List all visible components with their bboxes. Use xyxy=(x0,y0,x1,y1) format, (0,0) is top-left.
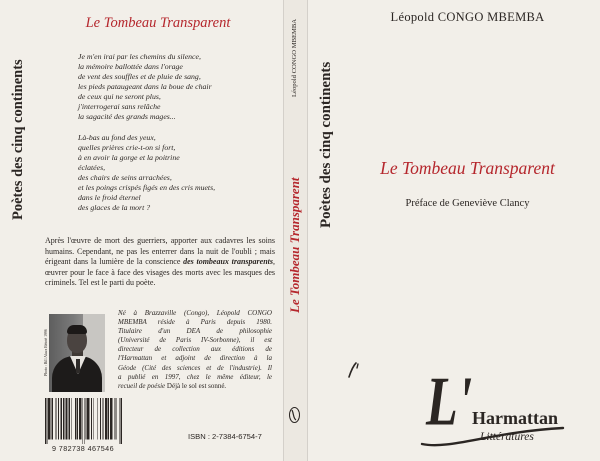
barcode-bar xyxy=(58,398,59,439)
back-blurb xyxy=(45,236,275,289)
barcode-bar xyxy=(75,398,76,439)
bio-line: MBEMBA réside à Paris depuis 1980. xyxy=(118,318,272,327)
barcode-bar xyxy=(87,398,88,439)
photo-tie xyxy=(76,359,80,373)
barcode-bar xyxy=(64,398,65,439)
barcode-bar xyxy=(66,398,67,439)
barcode xyxy=(45,398,122,444)
barcode-bar xyxy=(77,398,78,439)
barcode-bar xyxy=(120,398,121,444)
barcode-bar xyxy=(114,398,115,439)
barcode-bar xyxy=(88,398,89,439)
poem-line: de vent des souffles et de pluie de sang, xyxy=(78,72,201,81)
front-author: Léopold CONGO MBEMBA xyxy=(390,10,545,24)
barcode-bar xyxy=(47,398,48,444)
barcode-bar xyxy=(111,398,112,439)
bio-text: . xyxy=(224,381,227,390)
poem-line: et les poings crispés figés en des cris muets, xyxy=(78,183,216,192)
barcode-bar xyxy=(103,398,104,439)
bio-line: Titulaire d'un DEA de philosophie xyxy=(118,327,272,336)
barcode-number: 9 782738 467546 xyxy=(52,444,114,453)
front-preface: Préface de Geneviève Clancy xyxy=(405,198,530,209)
bio-line: Géode (Cité des sciences et de l'industrie). Il xyxy=(118,363,272,372)
front-series-title: Poètes des cinq continents xyxy=(318,61,334,228)
barcode-bar xyxy=(80,398,81,439)
barcode-bar xyxy=(71,398,72,439)
barcode-bar xyxy=(84,398,85,444)
barcode-bar xyxy=(63,398,64,439)
barcode-bar xyxy=(79,398,80,439)
bio-book-title: Déjà le sol est sonné xyxy=(166,381,225,390)
barcode-bar xyxy=(93,398,94,439)
poem-line: quelles prières crie-t-on si fort, xyxy=(78,143,176,152)
publisher-logo-prefix: L' xyxy=(426,363,473,441)
bio-line: Né à Brazzaville (Congo), Léopold CONGO xyxy=(118,309,272,317)
poem-line: les pieds pataugeant dans la boue de chair xyxy=(78,82,212,91)
blurb-text: , œuvrer pour le face à face des visages des morts avec les masques des criminels. Tel est le parti du poète. xyxy=(45,257,275,288)
barcode-bar xyxy=(69,398,70,439)
photo-hair xyxy=(67,325,87,334)
barcode-bar xyxy=(65,398,66,439)
barcode-bar xyxy=(81,398,82,439)
poem-line: des chairs de seins arrachées, xyxy=(78,173,172,182)
back-series-title: Poètes des cinq continents xyxy=(10,59,26,220)
back-book-title: Le Tombeau Transparent xyxy=(85,15,231,31)
poem-stanza xyxy=(78,133,278,213)
barcode-bar xyxy=(111,398,112,439)
bio-line xyxy=(118,382,272,391)
barcode-bar xyxy=(51,398,52,439)
barcode-bar xyxy=(91,398,92,439)
blurb-emphasis: des tombeaux transparents xyxy=(183,257,273,267)
barcode-bar xyxy=(108,398,109,439)
barcode-bar xyxy=(105,398,106,439)
barcode-bar xyxy=(121,398,122,444)
barcode-bar xyxy=(77,398,78,439)
barcode-bar xyxy=(97,398,98,439)
isbn: ISBN : 2-7384-6754-7 xyxy=(188,432,262,441)
barcode-bar xyxy=(52,398,53,439)
poem-excerpt xyxy=(78,52,278,213)
poem-line: la mémoire ballottée dans l'orage xyxy=(78,62,183,71)
poem-line: j'interrogerai sans relâche xyxy=(78,102,161,111)
poem-line: Je m'en irai par les chemins du silence, xyxy=(78,52,201,61)
bio-line: directeur de collection aux éditions de xyxy=(118,345,272,354)
barcode-bar xyxy=(60,398,61,439)
publisher-name: Harmattan xyxy=(472,408,558,428)
barcode-bar xyxy=(89,398,90,439)
bio-line: l'Harmattan et adjoint de direction à la xyxy=(118,354,272,363)
bio-line: (Université de Paris IV-Sorbonne), il est xyxy=(118,336,272,345)
barcode-bar xyxy=(100,398,101,439)
poem-line: de ceux qui ne seront plus, xyxy=(78,92,161,101)
barcode-bar xyxy=(50,398,51,439)
barcode-bar xyxy=(86,398,87,439)
bio-text: recueil de poésie xyxy=(118,381,167,390)
poem-line: Là-bas au fond des yeux, xyxy=(78,133,156,142)
barcode-bar xyxy=(107,398,108,439)
poem-line: éclatées, xyxy=(78,163,106,172)
front-book-title: Le Tombeau Transparent xyxy=(380,158,555,178)
barcode-bar xyxy=(106,398,107,439)
poem-line: la sagacité des grands mages... xyxy=(78,112,176,121)
barcode-bar xyxy=(61,398,62,439)
barcode-bar xyxy=(82,398,83,444)
barcode-bar xyxy=(49,398,50,439)
poem-line: à en avoir la gorge et la poitrine xyxy=(78,153,180,162)
poem-stanza xyxy=(78,52,278,122)
barcode-bar xyxy=(67,398,68,439)
poem-line: dans le froid éternel xyxy=(78,193,141,202)
spine-author: Léopold CONGO MBEMBA xyxy=(291,18,298,98)
spine-publisher-logo-icon xyxy=(288,406,301,424)
barcode-bar xyxy=(56,398,57,439)
barcode-bar xyxy=(48,398,49,439)
barcode-bar xyxy=(110,398,111,439)
barcode-bar xyxy=(45,398,46,444)
publisher-collection: Littératures xyxy=(480,431,534,443)
author-bio xyxy=(118,309,272,391)
spine-title: Le Tombeau Transparent xyxy=(287,177,302,313)
blurb-text: Après l'œuvre de mort des guerriers, apporter aux cadavres les soins humains. Cependant, ne pas les enterrer dans la nuit de l'oubli ; mais érigeant dans la lumière de la conscience xyxy=(45,236,275,267)
publisher-mark-icon xyxy=(347,361,361,379)
photo-credit: Photo : Bill Akwa Bétotè 1996 xyxy=(44,329,48,377)
barcode-bar xyxy=(69,398,70,439)
poem-line: des glaces de la mort ? xyxy=(78,203,151,212)
author-photo xyxy=(49,314,105,392)
barcode-bar xyxy=(116,398,117,439)
bio-line: a publié en 1997, chez le même éditeur, le xyxy=(118,372,272,381)
